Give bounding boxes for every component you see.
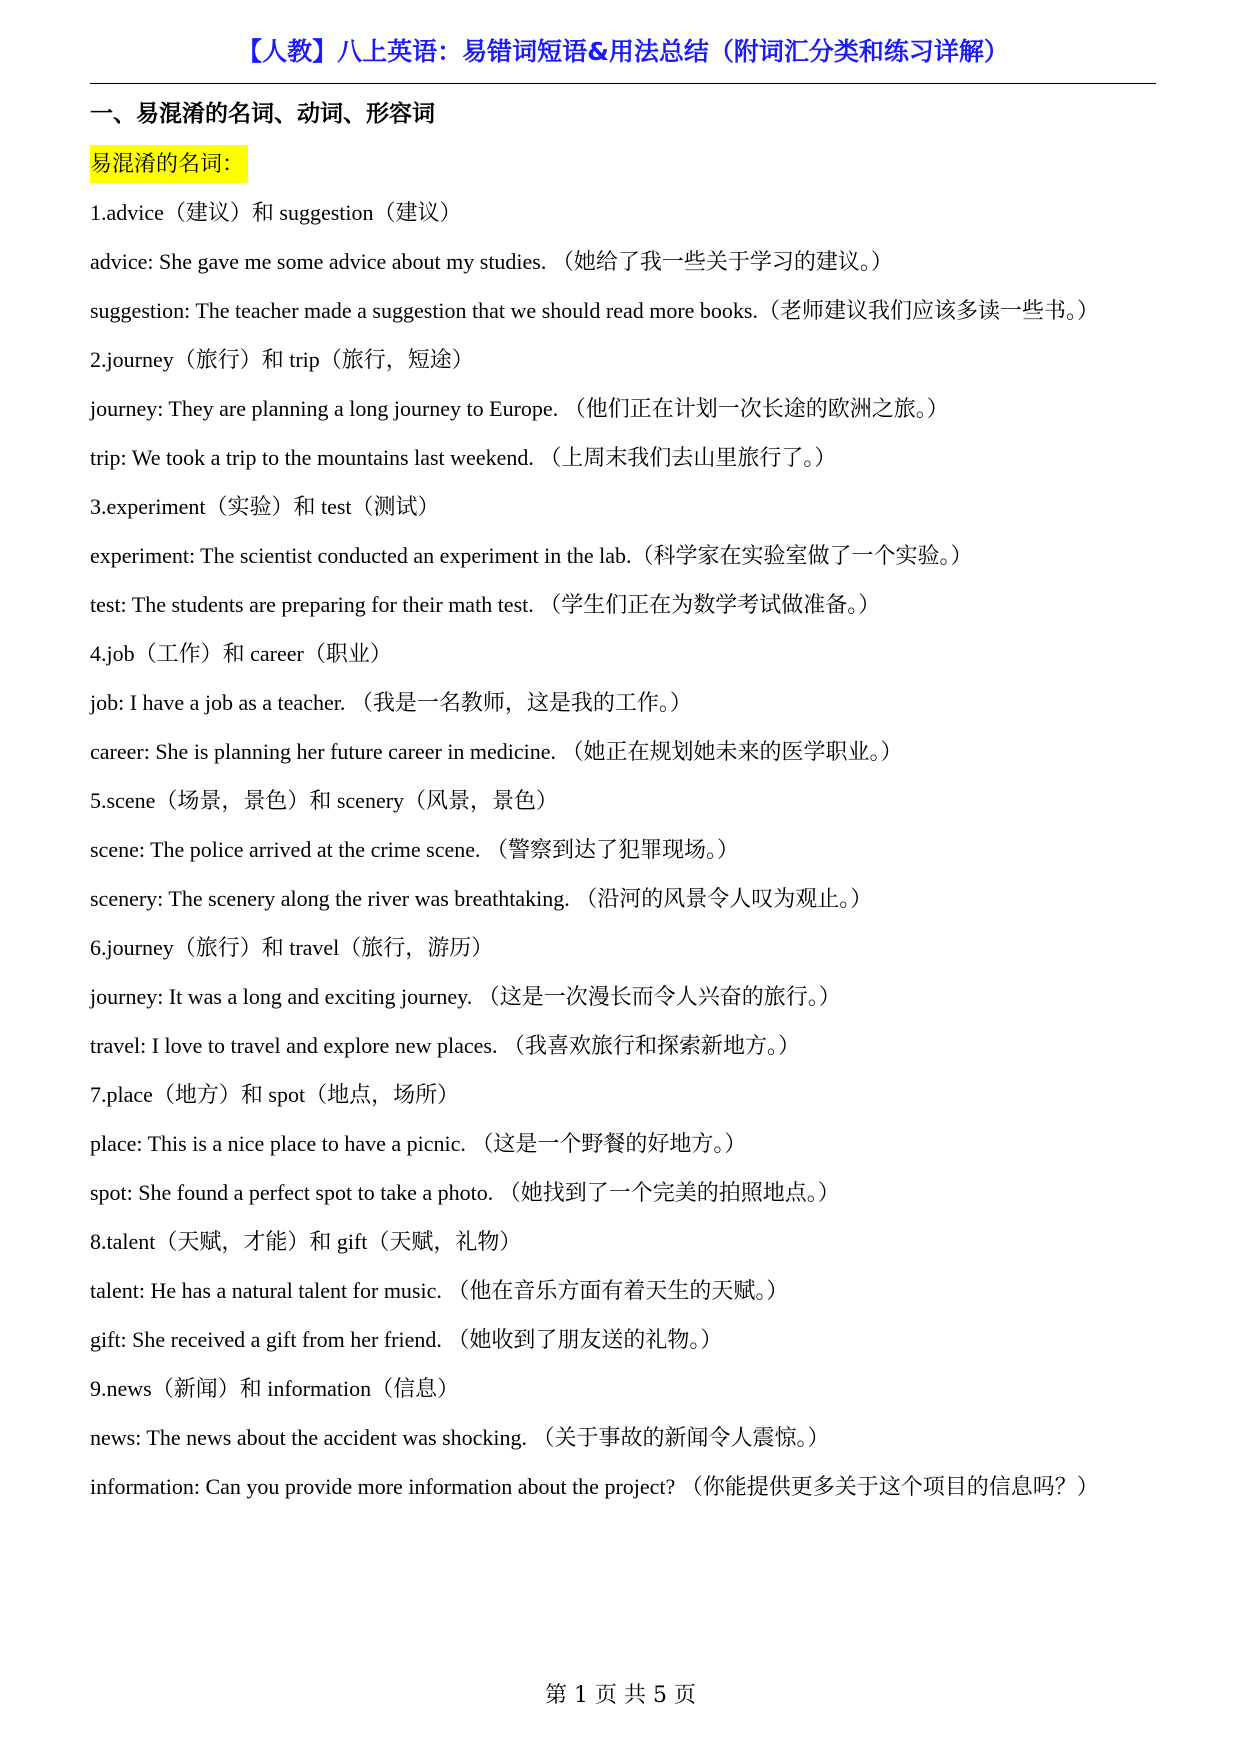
item-heading: 5.scene（场景，景色）和 scenery（风景，景色） xyxy=(90,788,559,813)
item-heading: 4.job（工作）和 career（职业） xyxy=(90,641,392,666)
example-sentence: trip: We took a trip to the mountains last weekend. （上周末我们去山里旅行了。） xyxy=(90,445,837,470)
highlighted-subheading: 易混淆的名词： xyxy=(90,145,248,183)
example-sentence: talent: He has a natural talent for music. （他在音乐方面有着天生的天赋。） xyxy=(90,1278,789,1303)
example-sentence: place: This is a nice place to have a picnic. （这是一个野餐的好地方。） xyxy=(90,1131,747,1156)
example-sentence: gift: She received a gift from her friend. （她收到了朋友送的礼物。） xyxy=(90,1327,723,1352)
item-heading: 9.news（新闻）和 information（信息） xyxy=(90,1376,460,1401)
example-sentence: spot: She found a perfect spot to take a photo. （她找到了一个完美的拍照地点。） xyxy=(90,1180,840,1205)
example-sentence: journey: It was a long and exciting journey. （这是一次漫长而令人兴奋的旅行。） xyxy=(90,984,841,1009)
example-sentence: travel: I love to travel and explore new places. （我喜欢旅行和探索新地方。） xyxy=(90,1033,800,1058)
item-heading: 1.advice（建议）和 suggestion（建议） xyxy=(90,200,462,225)
document-body xyxy=(90,90,1160,1511)
page-number: 第 1 页 共 5 页 xyxy=(545,1683,696,1708)
example-sentence: test: The students are preparing for their math test. （学生们正在为数学考试做准备。） xyxy=(90,592,881,617)
example-sentence: experiment: The scientist conducted an experiment in the lab.（科学家在实验室做了一个实验。） xyxy=(90,543,973,568)
header-divider xyxy=(90,83,1156,84)
example-sentence: career: She is planning her future career in medicine. （她正在规划她未来的医学职业。） xyxy=(90,739,903,764)
example-sentence: scenery: The scenery along the river was breathtaking. （沿河的风景令人叹为观止。） xyxy=(90,886,873,911)
item-heading: 8.talent（天赋，才能）和 gift（天赋，礼物） xyxy=(90,1229,522,1254)
item-heading: 7.place（地方）和 spot（地点，场所） xyxy=(90,1082,460,1107)
item-heading: 6.journey（旅行）和 travel（旅行，游历） xyxy=(90,935,494,960)
example-sentence: suggestion: The teacher made a suggestion that we should read more books.（老师建议我们应该多读一些书。） xyxy=(90,298,1099,323)
example-sentence: news: The news about the accident was shocking. （关于事故的新闻令人震惊。） xyxy=(90,1425,830,1450)
item-heading: 2.journey（旅行）和 trip（旅行，短途） xyxy=(90,347,474,372)
example-sentence: advice: She gave me some advice about my studies. （她给了我一些关于学习的建议。） xyxy=(90,249,893,274)
section-heading: 一、易混淆的名词、动词、形容词 xyxy=(90,101,435,127)
example-sentence: scene: The police arrived at the crime scene. （警察到达了犯罪现场。） xyxy=(90,837,740,862)
example-sentence: information: Can you provide more information about the project? （你能提供更多关于这个项目的信息吗？） xyxy=(90,1474,1099,1499)
example-sentence: job: I have a job as a teacher. （我是一名教师，这是我的工作。） xyxy=(90,690,692,715)
example-sentence: journey: They are planning a long journey to Europe. （他们正在计划一次长途的欧洲之旅。） xyxy=(90,396,949,421)
document-title: 【人教】八上英语：易错词短语&用法总结（附词汇分类和练习详解） xyxy=(237,37,1009,66)
item-heading: 3.experiment（实验）和 test（测试） xyxy=(90,494,440,519)
subsection-heading-row xyxy=(90,139,1160,188)
